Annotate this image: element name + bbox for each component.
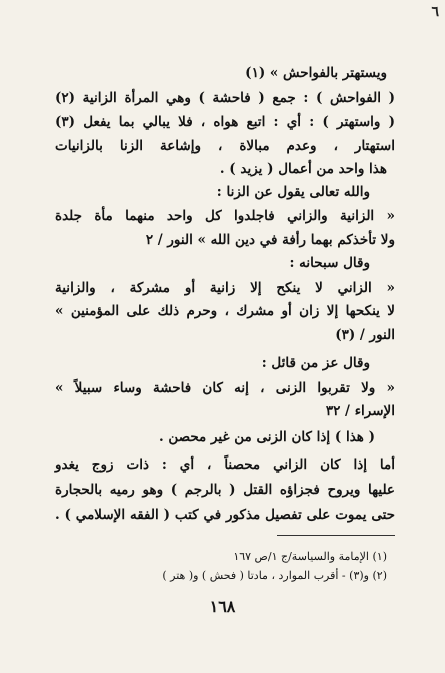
text-line: ويستهتر بالفواحش » (١) <box>245 65 387 81</box>
text-line: ( واستهتر ) : أي : اتبع هواه ، فلا يبالي بما يفعل (٣) <box>55 114 395 130</box>
text-line: حتى يموت على تفصيل مذكور في كتب ( الفقه الإسلامي ) . <box>55 507 395 523</box>
text-line: ( هذا ) إذا كان الزنى من غير محصن . <box>158 429 375 445</box>
text-line: أما إذا كان الزاني محصناً ، أي : ذات زوج يغدو <box>55 457 395 473</box>
text-line: هذا واحد من أعمال ( يزيد ) . <box>219 161 387 177</box>
text-line: والله تعالى يقول عن الزنا : <box>216 184 370 200</box>
text-line: عليها ويروح فجزاؤه القتل ( بالرجم ) وهو رميه بالحجارة <box>55 482 395 498</box>
text-line: ( الفواحش ) : جمع ( فاحشة ) وهي المرأة الزانية (٢) <box>55 90 395 106</box>
corner-mark: ٦ <box>431 4 439 20</box>
quran-verse-ref: الإسراء / ٣٢ <box>325 403 395 419</box>
quran-verse-line: « ولا تقربوا الزنى ، إنه كان فاحشة وساء سبيلاً » <box>55 380 395 396</box>
quran-verse-ref: النور / (٣) <box>335 327 395 343</box>
page-number: ١٦٨ <box>209 597 236 616</box>
text-line: وقال سبحانه : <box>289 255 370 271</box>
quran-verse-line: « الزانية والزاني فاجلدوا كل واحد منهما مأة جلدة <box>55 208 395 224</box>
footnote-divider <box>277 535 395 536</box>
quran-verse-line: « الزاني لا ينكح إلا زانية أو مشركة ، والزانية <box>55 280 395 296</box>
footnote: (٢) و(٣) - أقرب الموارد ، مادتا ( فحش ) و( هتر ) <box>162 569 387 582</box>
footnote: (١) الإمامة والسياسة/ج ١/ص ١٦٧ <box>233 550 387 563</box>
text-line: استهتار ، وعدم مبالاة ، وإشاعة الزنا بالزانيات <box>55 138 395 154</box>
quran-verse-line: لا ينكحها إلا زان أو مشرك ، وحرم ذلك على المؤمنين » <box>55 303 395 319</box>
text-line: وقال عز من قائل : <box>261 355 370 371</box>
quran-verse-line: ولا تأخذكم بهما رأفة في دين الله » النور / ٢ <box>145 232 395 248</box>
